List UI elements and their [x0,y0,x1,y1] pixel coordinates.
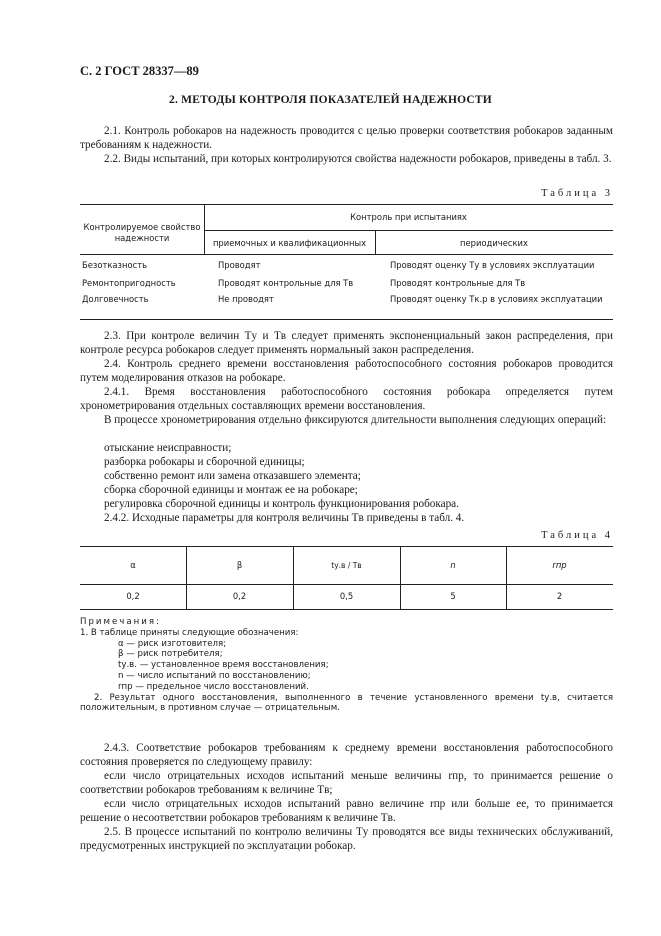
table3-row1-acc: Проводят [218,260,261,270]
list-item: n — число испытаний по восстановлению; [118,670,311,681]
list-item: сборка сборочной единицы и монтаж ее на робокаре; [104,484,358,496]
paragraph-2-4-2: 2.4.2. Исходные параметры для контроля величины Tв приведены в табл. 4. [104,512,465,524]
note-definitions [80,639,613,693]
list-item: собственно ремонт или замена отказавшего элемента; [104,470,361,482]
table4-header-alpha: α [130,560,136,570]
note-2: 2. Результат одного восстановления, выполненного в течение установленного времени tу.в, считается положительным, в противном случае — отрицательным. [80,692,613,714]
notes [80,617,613,714]
paragraph-2-2: 2.2. Виды испытаний, при которых контролируются свойства надежности робокаров, приведены в табл. 3. [104,153,612,165]
paragraph-rule-1: если число отрицательных исходов испытаний меньше величины rпр, то принимается решение о соответствии робокаров требованиям к величине Tв; [80,770,613,796]
table4-header-n: n [450,560,456,570]
paragraph-2-1: 2.1. Контроль робокаров на надежность проводится с целью проверки соответствия робокаров заданным требованиям к надежности. [80,125,613,151]
paragraph-2-4-1: 2.4.1. Время восстановления работоспособного состояния робокара определяется путем хронометрирования отдельных составляющих времени восстановления. [80,386,613,412]
table4-value-n: 5 [450,591,456,601]
table3-caption: Таблица 3 [541,188,613,199]
table3-row2-acc: Проводят контрольные для Tв [218,278,354,288]
table4-header-beta: β [236,560,243,570]
table4-value-alpha: 0,2 [126,591,140,601]
notes-title: Примечания: [80,617,161,627]
table3-row2-prop: Ремонтопригодность [82,278,176,288]
table3-col3-header: периодических [460,238,528,248]
table3-row2-per: Проводят контрольные для Tв [390,278,526,288]
table3-col2-header: приемочных и квалификационных [212,238,367,248]
paragraph-2-5: 2.5. В процессе испытаний по контролю величины Tу проводятся все виды технических обслуживаний, предусмотренных инструкцией по эксплуатации робокар. [80,826,613,852]
list-item: β — риск потребителя; [118,649,223,660]
table4-caption: Таблица 4 [541,530,613,541]
paragraph-2-3: 2.3. При контроле величин Tу и Tв следует применять экспоненциальный закон распределения, при контроле ресурса робокаров следует применять нормальный закон распределения. [80,330,613,356]
table3-row3-prop: Долговечность [82,294,149,304]
table4-header-ratio: tу.в / Tв [331,561,362,570]
table4-value-ratio: 0,5 [339,591,354,601]
table3-row1-prop: Безотказность [82,260,148,270]
table3-row3-acc: Не проводят [218,294,274,304]
operations-list [104,441,459,511]
paragraph-2-4: 2.4. Контроль среднего времени восстановления работоспособного состояния робокаров проводится путем моделирования отказов на робокаре. [80,358,613,384]
list-item: rпр — предельное число восстановлений. [118,681,309,692]
list-item: регулировка сборочной единицы и контроль функционирования робокара. [104,498,459,510]
table3-row1-per: Проводят оценку Tу в условиях эксплуатации [390,260,595,270]
table3-row3-per: Проводят оценку Tк.р в условиях эксплуатации [390,294,603,304]
list-item: tу.в. — установленное время восстановления; [118,660,329,671]
table4-value-beta: 0,2 [232,591,247,601]
section-title: 2. МЕТОДЫ КОНТРОЛЯ ПОКАЗАТЕЛЕЙ НАДЕЖНОСТИ [169,94,492,106]
list-item: разборка робокары и сборочной единицы; [104,456,305,468]
page-header: С. 2 ГОСТ 28337—89 [80,64,199,78]
table4-header-r: rпр [552,560,567,570]
paragraph-rule-2: если число отрицательных исходов испытаний равно величине rпр или больше ее, то принимается решение о несоответствии робокаров требованиям к величине Tв. [80,798,613,824]
list-item: отыскание неисправности; [104,442,232,454]
table3-group-header: Контроль при испытаниях [350,212,467,222]
paragraph-2-4-3: 2.4.3. Соответствие робокаров требованиям к среднему времени восстановления работоспособного состояния проверяется по следующему правилу: [80,742,613,768]
paragraph-chronometry: В процессе хронометрирования отдельно фиксируются длительности выполнения следующих операций: [104,414,607,426]
table3-col1-header: Контролируемое свойство надежности [83,222,201,243]
table4-value-r: 2 [556,591,563,601]
note-1: 1. В таблице приняты следующие обозначения: [80,627,299,638]
list-item: α — риск изготовителя; [118,638,227,649]
